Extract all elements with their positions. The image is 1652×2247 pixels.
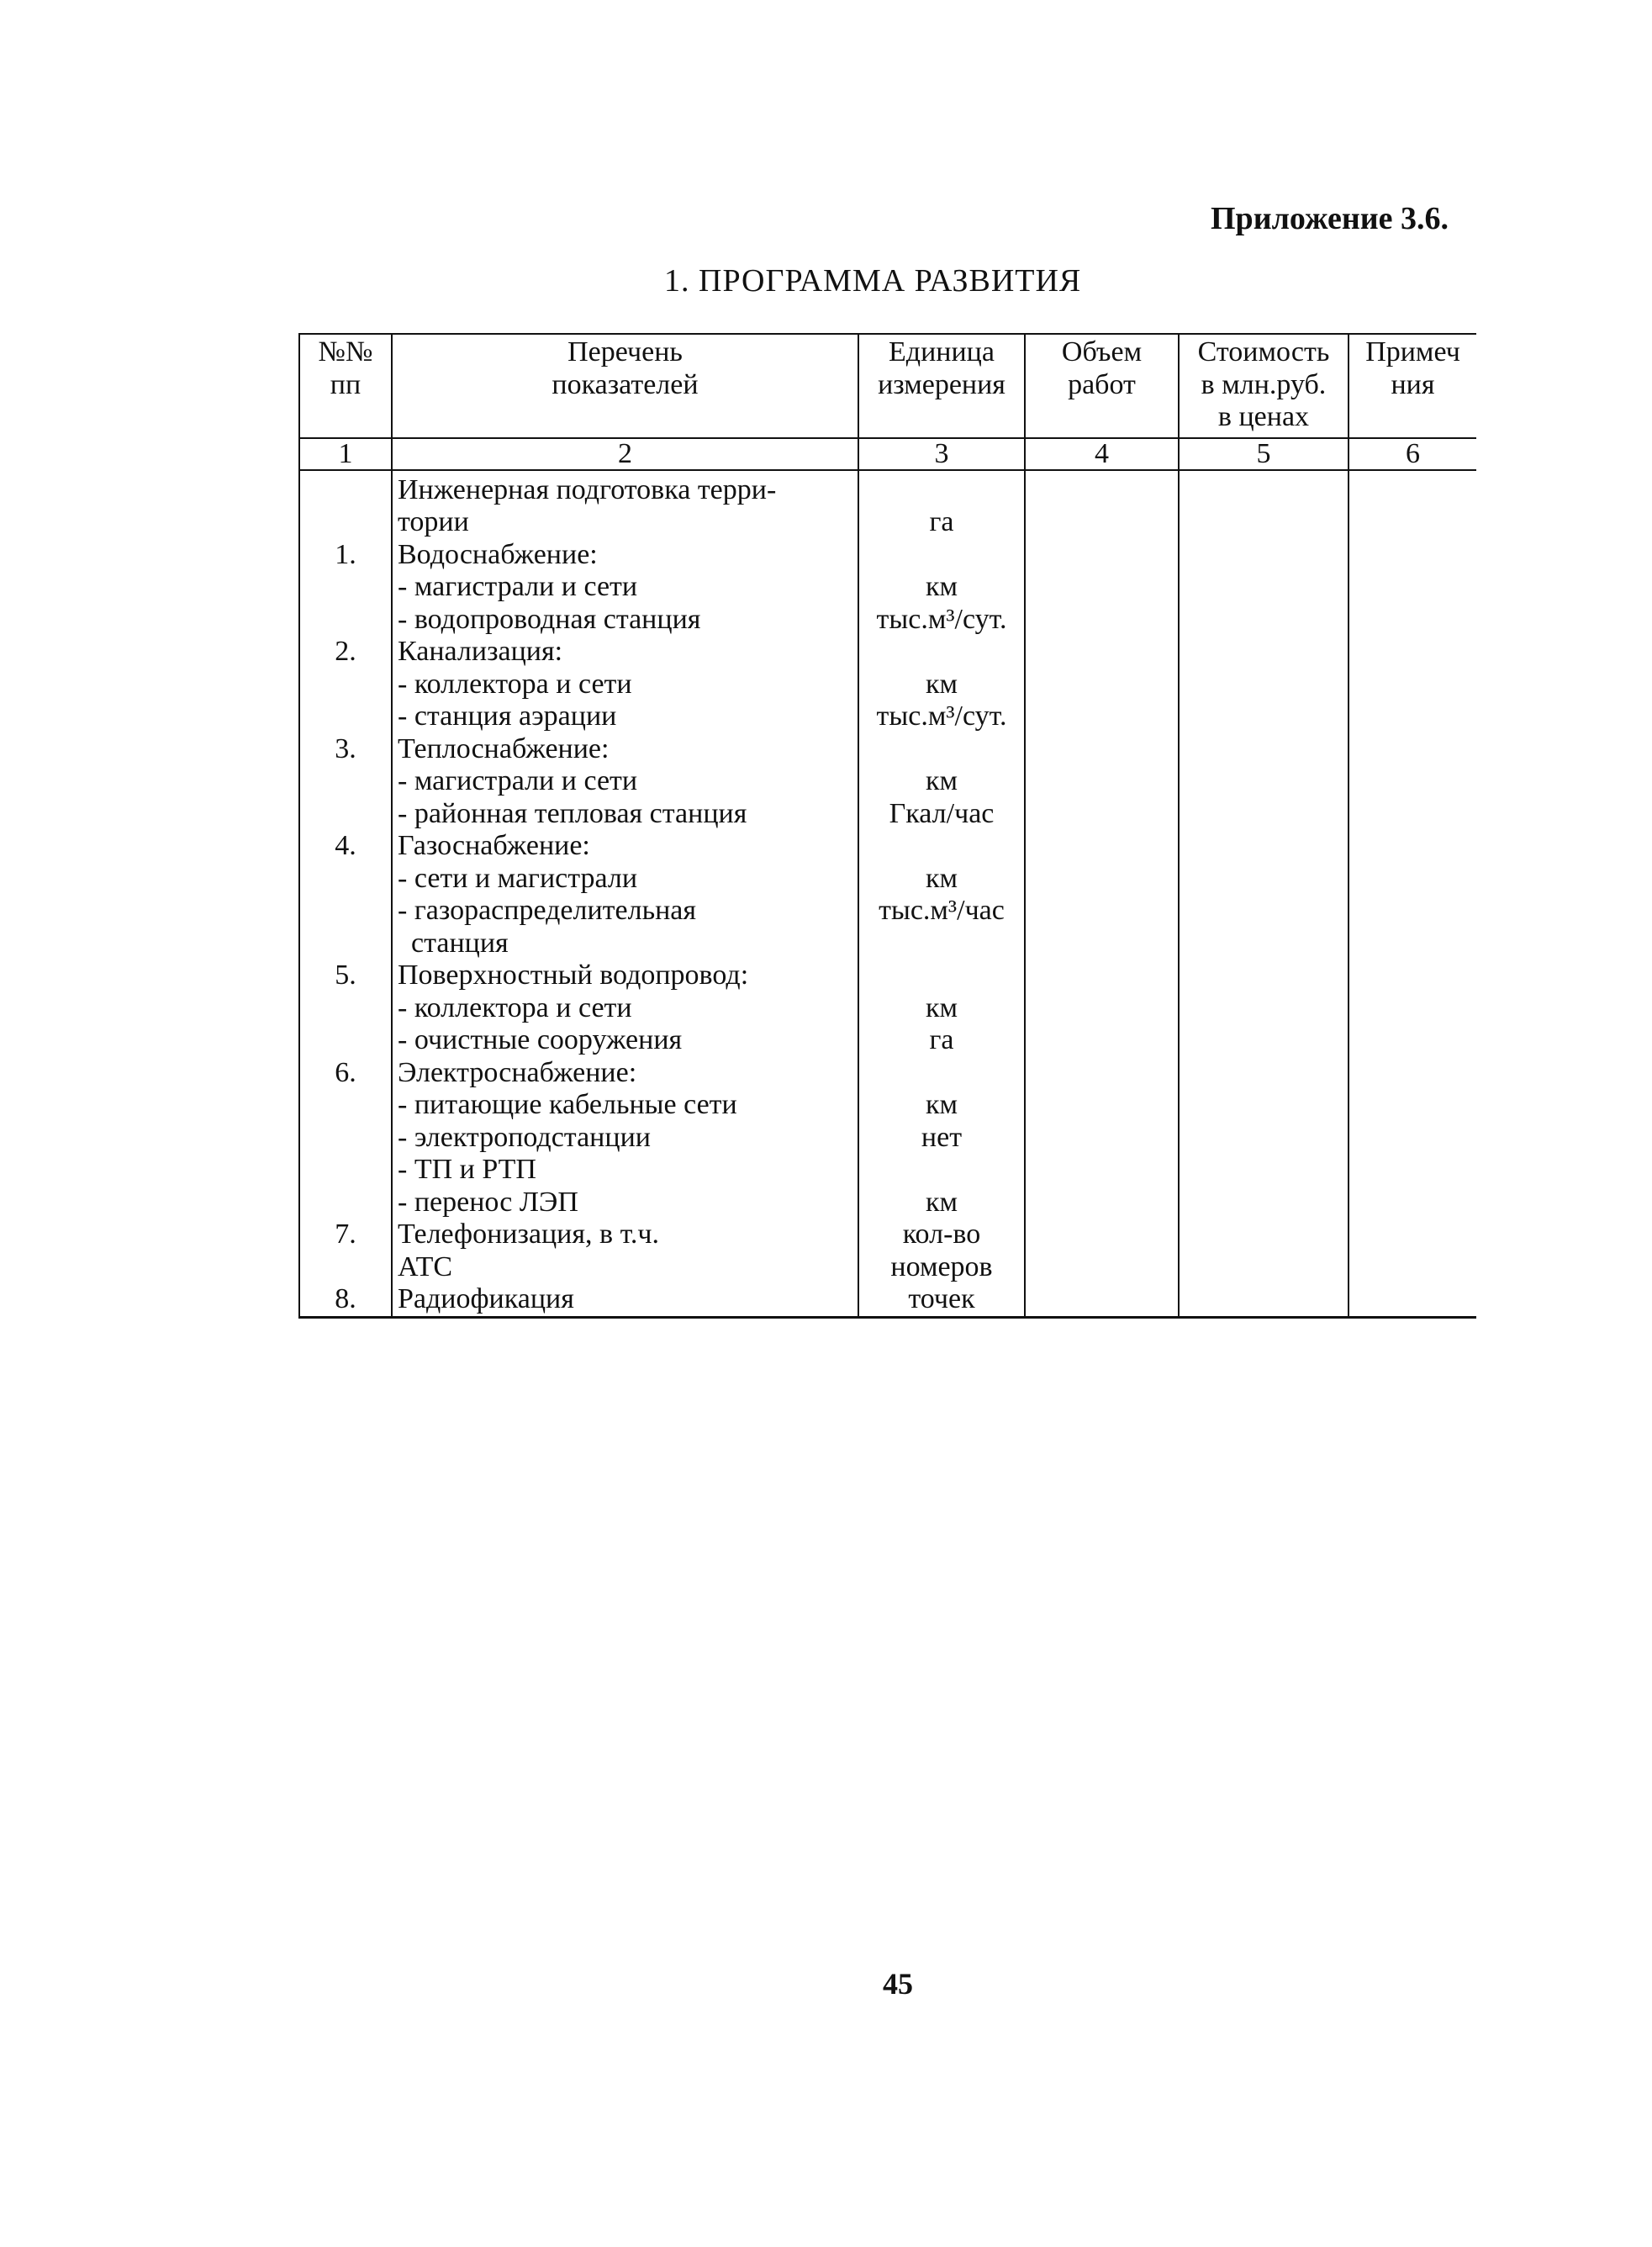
row-number (305, 1187, 386, 1219)
column-number: 2 (392, 438, 858, 470)
row-indicator: - перенос ЛЭП (398, 1186, 578, 1218)
volume-column (1025, 470, 1179, 1318)
header-volume-line1: Объем (1061, 336, 1143, 367)
row-unit (864, 830, 1019, 863)
indicator-column (392, 470, 858, 1318)
header-volume-line2: работ (1068, 368, 1136, 400)
row-number: 2. (335, 636, 356, 667)
row-indicator: - сети и магистрали (398, 862, 638, 894)
row-number: 5. (335, 960, 356, 991)
header-unit-line1: Единица (889, 336, 995, 367)
row-unit (864, 1057, 1019, 1090)
row-number: 8. (335, 1283, 356, 1314)
header-notes-line2: ния (1391, 368, 1435, 400)
row-indicator: - ТП и РТП (398, 1154, 536, 1185)
header-cost-line3: в ценах (1217, 401, 1310, 432)
row-indicator: - очистные сооружения (398, 1024, 683, 1055)
row-unit (864, 1154, 1019, 1187)
row-number (305, 701, 386, 733)
row-unit: км (925, 765, 958, 796)
row-unit: га (929, 506, 954, 537)
row-unit: точек (908, 1283, 975, 1314)
header-unit (858, 334, 1025, 438)
row-unit: кол-во (902, 1219, 981, 1250)
header-indicators (392, 334, 858, 438)
row-number (305, 1122, 386, 1155)
row-number (305, 506, 386, 539)
row-unit: тыс.м³/сут. (876, 701, 1007, 732)
row-indicator: Водоснабжение: (398, 538, 598, 570)
row-indicator: - станция аэрации (398, 701, 617, 732)
column-number-row (299, 438, 1476, 470)
row-indicator: - коллектора и сети (398, 668, 632, 700)
row-unit: Гкал/час (889, 797, 995, 829)
header-unit-line2: измерения (878, 368, 1005, 400)
program-table-wrapper (298, 333, 1476, 1319)
row-number: 4. (335, 830, 356, 861)
row-number: 3. (335, 732, 356, 764)
row-number (305, 765, 386, 798)
number-column (299, 470, 392, 1318)
header-cost-line2: в млн.руб. (1201, 368, 1327, 400)
row-number (305, 1024, 386, 1057)
row-unit (864, 474, 1019, 507)
row-indicator: Инженерная подготовка терри- (398, 473, 777, 505)
row-indicator: Телефонизация, в т.ч. (398, 1219, 659, 1250)
column-number: 6 (1349, 438, 1476, 470)
row-number (305, 1154, 386, 1187)
row-indicator: - коллектора и сети (398, 991, 632, 1023)
unit-column (858, 470, 1025, 1318)
row-number: 1. (335, 538, 356, 570)
row-indicator: - электроподстанции (398, 1121, 651, 1153)
header-notes-line1: Примеч (1365, 336, 1460, 367)
row-unit: тыс.м³/сут. (876, 603, 1007, 635)
row-indicator: - питающие кабельные сети (398, 1089, 737, 1120)
table-body-row (299, 470, 1476, 1318)
header-notes (1349, 334, 1476, 438)
row-unit (864, 539, 1019, 572)
row-unit (864, 733, 1019, 766)
row-indicator: - газораспределительная (398, 895, 697, 926)
row-number (305, 571, 386, 604)
row-unit: км (925, 1186, 958, 1218)
row-number (305, 669, 386, 701)
cost-column (1179, 470, 1349, 1318)
row-number: 6. (335, 1056, 356, 1088)
page-number: 45 (883, 1967, 913, 2001)
row-unit (864, 960, 1019, 992)
row-number (305, 604, 386, 637)
row-unit: тыс.м³/час (879, 895, 1005, 926)
header-number (299, 334, 392, 438)
row-number (305, 798, 386, 831)
row-indicator: - магистрали и сети (398, 571, 638, 602)
row-unit: км (925, 668, 958, 700)
header-cost (1179, 334, 1349, 438)
row-indicator: Газоснабжение: (398, 830, 590, 861)
header-cost-line1: Стоимость (1197, 336, 1330, 367)
column-number: 5 (1179, 438, 1349, 470)
row-unit: км (925, 1089, 958, 1120)
row-number (305, 992, 386, 1025)
row-indicator: - водопроводная станция (398, 603, 701, 635)
row-indicator: АТС (398, 1250, 453, 1282)
row-unit: км (925, 991, 958, 1023)
program-table (298, 333, 1476, 1319)
header-indicators-line1: Перечень (567, 336, 683, 367)
row-unit: км (925, 571, 958, 602)
row-unit (864, 636, 1019, 669)
row-number (305, 863, 386, 896)
appendix-label: Приложение 3.6. (1211, 201, 1449, 236)
header-number-line1: №№ (318, 336, 373, 367)
row-number (305, 928, 386, 960)
document-title: 1. ПРОГРАММА РАЗВИТИЯ (664, 263, 1082, 299)
row-indicator: тории (398, 506, 469, 537)
row-unit: нет (921, 1121, 963, 1153)
row-number: 7. (335, 1219, 356, 1250)
table-header-row (299, 334, 1476, 438)
column-number: 1 (299, 438, 392, 470)
row-number (305, 1089, 386, 1122)
header-volume (1025, 334, 1179, 438)
notes-column (1349, 470, 1476, 1318)
row-indicator: Канализация: (398, 636, 563, 667)
row-unit: км (925, 862, 958, 894)
row-indicator: Радиофикация (398, 1283, 574, 1314)
header-number-line2: пп (330, 368, 362, 400)
row-indicator: Теплоснабжение: (398, 732, 610, 764)
row-number (305, 474, 386, 507)
row-unit: номеров (890, 1250, 993, 1282)
row-indicator: Поверхностный водопровод: (398, 960, 749, 991)
row-unit: га (929, 1024, 954, 1055)
row-indicator: - районная тепловая станция (398, 797, 747, 829)
row-indicator: станция (411, 927, 509, 959)
row-number (305, 1251, 386, 1284)
header-indicators-line2: показателей (552, 368, 699, 400)
row-unit (864, 928, 1019, 960)
row-number (305, 895, 386, 928)
column-number: 3 (858, 438, 1025, 470)
row-indicator: Электроснабжение: (398, 1056, 637, 1088)
row-indicator: - магистрали и сети (398, 765, 638, 796)
column-number: 4 (1025, 438, 1179, 470)
